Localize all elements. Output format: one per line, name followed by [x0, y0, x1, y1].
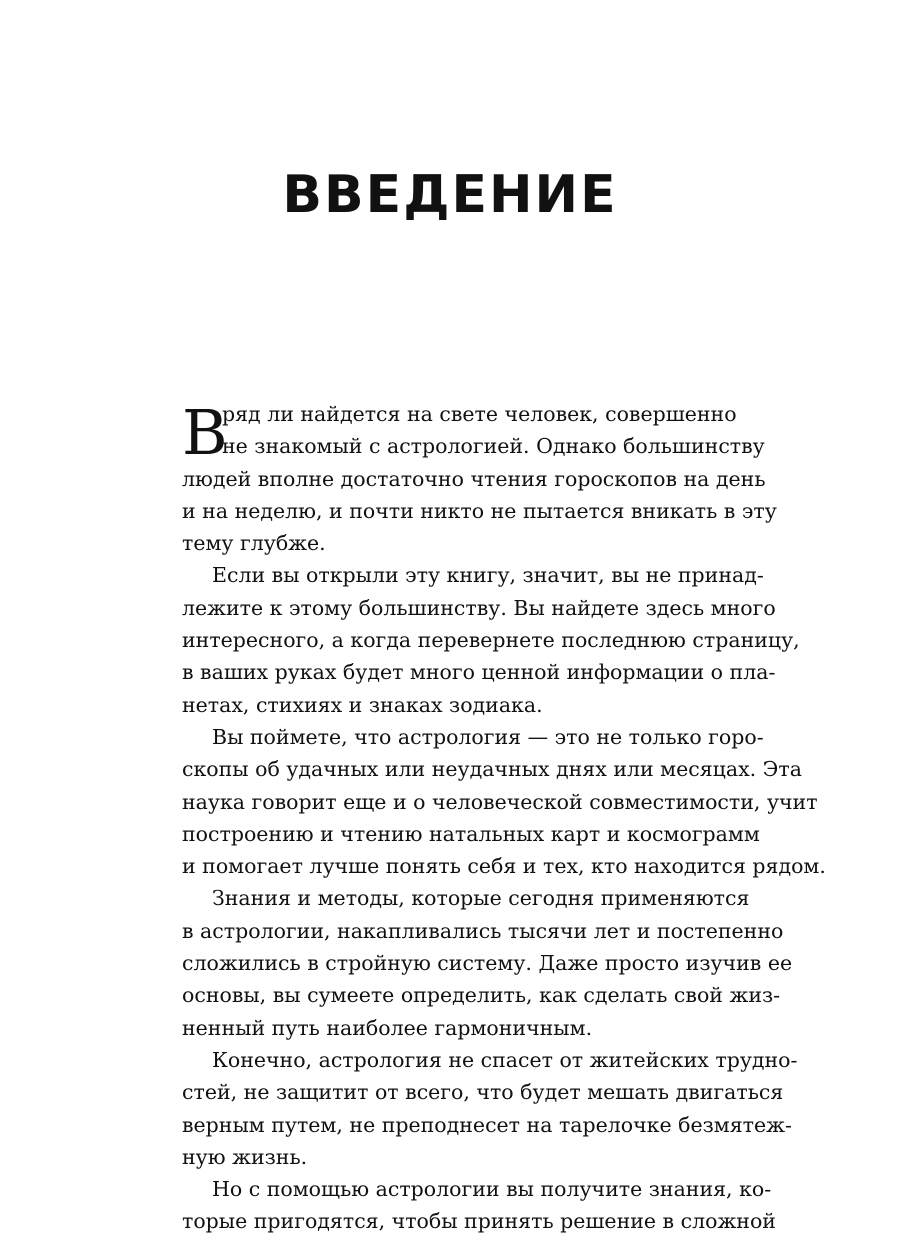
text-line: ненный путь наиболее гармоничным.: [182, 1015, 593, 1040]
text-line: ряд ли найдется на свете человек, совершенно: [222, 402, 737, 426]
text-line: наука говорит еще и о человеческой совместимости, учит: [182, 789, 818, 814]
text-line: в ваших руках будет много ценной информации о пла-: [182, 660, 776, 685]
text-line: стей, не защитит от всего, что будет мешать двигаться: [182, 1080, 784, 1105]
text-line: лежите к этому большинству. Вы найдете здесь много: [182, 595, 776, 620]
text-line: ную жизнь.: [182, 1144, 308, 1169]
chapter-title: ВВЕДЕНИЕ: [282, 165, 618, 225]
text-line: Но с помощью астрологии вы получите знания, ко-: [212, 1177, 772, 1202]
text-line: интересного, а когда перевернете последнюю страницу,: [182, 628, 800, 653]
text-line: нетах, стихиях и знаках зодиака.: [182, 692, 543, 717]
text-line: Знания и методы, которые сегодня применяются: [212, 886, 750, 911]
text-line: не знакомый с астрологией. Однако большинству: [222, 434, 765, 459]
text-line: и на неделю, и почти никто не пытается вникать в эту: [182, 498, 777, 523]
text-line: в астрологии, накапливались тысячи лет и постепенно: [182, 918, 784, 943]
text-line: основы, вы сумеете определить, как сделать свой жиз-: [182, 983, 781, 1008]
text-line: скопы об удачных или неудачных днях или месяцах. Эта: [182, 757, 802, 782]
text-line: Конечно, астрология не спасет от житейских трудно-: [212, 1047, 798, 1072]
text-line: людей вполне достаточно чтения гороскопов на день: [182, 466, 766, 491]
text-line: и помогает лучше понять себя и тех, кто находится рядом.: [182, 854, 826, 879]
text-line: построению и чтению натальных карт и космограмм: [182, 821, 760, 846]
text-line: сложились в стройную систему. Даже просто изучив ее: [182, 951, 793, 976]
text-line: Если вы открыли эту книгу, значит, вы не принад-: [212, 563, 764, 588]
text-line: тему глубже.: [182, 531, 326, 556]
text-line: торые пригодятся, чтобы принять решение в сложной: [182, 1209, 776, 1234]
drop-cap: В: [182, 396, 228, 469]
text-line: Вы поймете, что астрология — это не только горо-: [212, 724, 764, 749]
text-line: верным путем, не преподнесет на тарелочке безмятеж-: [182, 1112, 792, 1137]
body-text: [182, 396, 826, 1238]
